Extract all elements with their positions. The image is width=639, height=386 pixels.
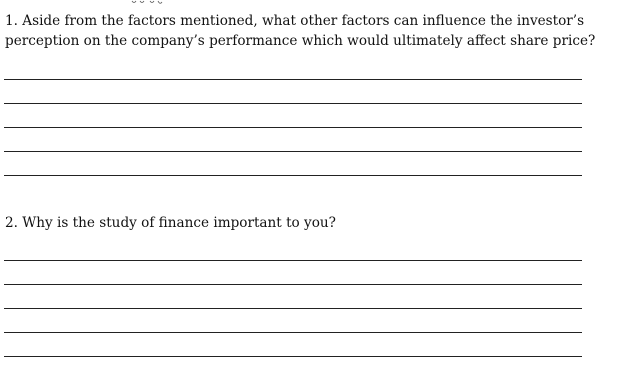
answer-line-q2-4[interactable] xyxy=(4,332,582,333)
question-1-text xyxy=(5,11,625,51)
answer-line-q1-4[interactable] xyxy=(4,151,582,152)
answer-line-q1-2[interactable] xyxy=(4,103,582,104)
cropped-text-fragment xyxy=(0,0,639,8)
answer-line-q1-1[interactable] xyxy=(4,79,582,80)
answer-line-q2-1[interactable] xyxy=(4,260,582,261)
answer-line-q2-3[interactable] xyxy=(4,308,582,309)
answer-line-q2-5[interactable] xyxy=(4,356,582,357)
question-1-line-2: perception on the company’s performance which would ultimately affect share price? xyxy=(5,33,596,49)
question-2-text xyxy=(5,213,625,233)
question-2-line-1: 2. Why is the study of finance important to you? xyxy=(5,215,336,231)
answer-line-q1-3[interactable] xyxy=(4,127,582,128)
answer-line-q1-5[interactable] xyxy=(4,175,582,176)
question-1-line-1: 1. Aside from the factors mentioned, what other factors can influence the investor’s xyxy=(5,13,585,29)
cropped-text-fragment-shape xyxy=(0,0,639,8)
answer-line-q2-2[interactable] xyxy=(4,284,582,285)
